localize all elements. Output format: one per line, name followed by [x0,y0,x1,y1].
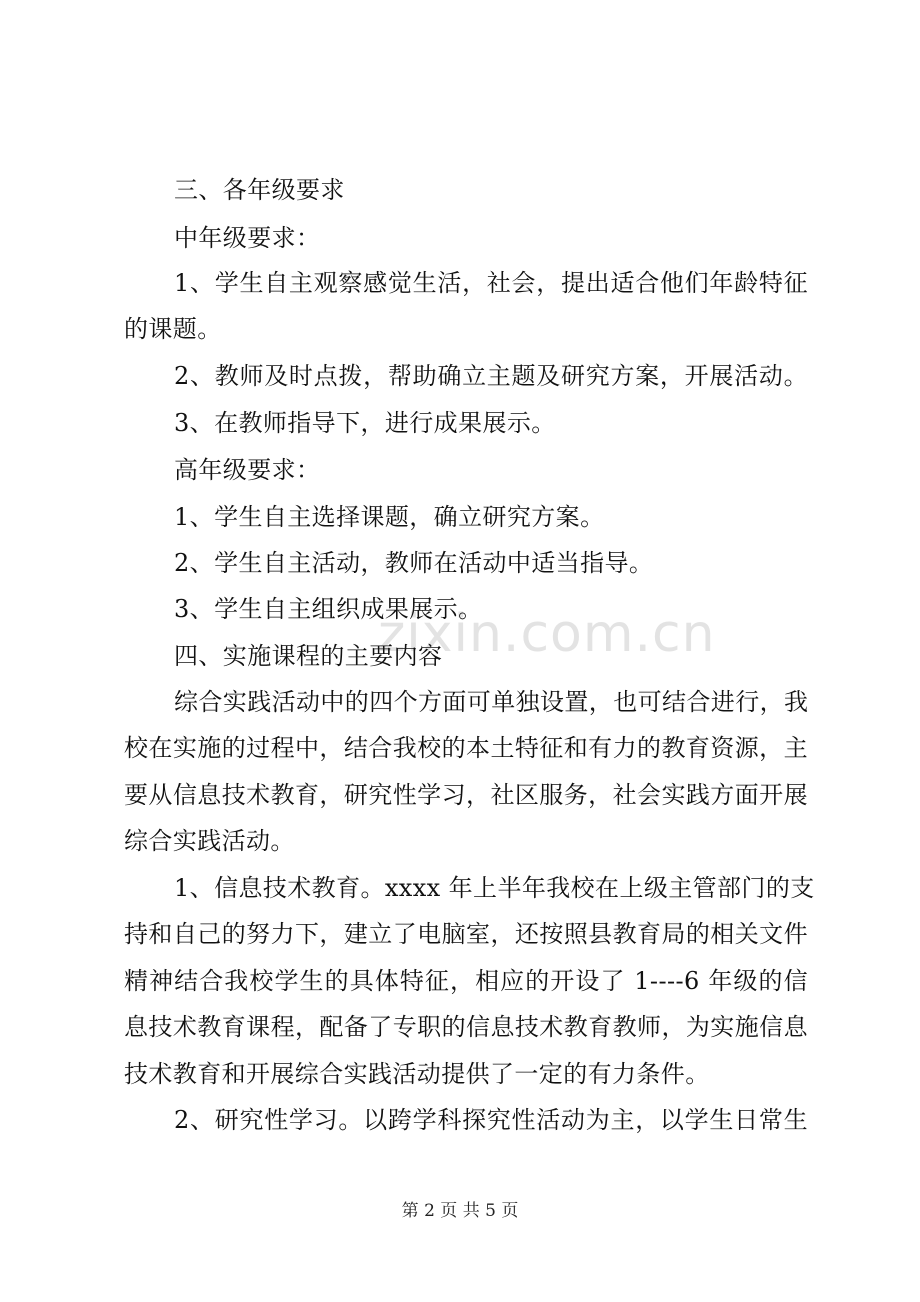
text-line: 2、教师及时点拨，帮助确立主题及研究方案，开展活动。 [174,362,808,390]
text-line: 精神结合我校学生的具体特征，相应的开设了 1----6 年级的信 [124,967,808,995]
text-line: 技术教育和开展综合实践活动提供了一定的有力条件。 [124,1060,710,1088]
section-heading-4: 四、实施课程的主要内容 [174,642,443,670]
watermark: zixin.com.cn [378,604,716,664]
text-line: 1、学生自主选择课题，确立研究方案。 [174,503,605,531]
text-line: 2、学生自主活动，教师在活动中适当指导。 [174,549,654,577]
text-line: 1、信息技术教育。xxxx 年上半年我校在上级主管部门的支 [174,874,815,902]
text-line: 息技术教育课程，配备了专职的信息技术教育教师，为实施信息 [124,1013,808,1041]
subheading-high-grade: 高年级要求： [174,456,321,484]
text-line: 综合实践活动中的四个方面可单独设置，也可结合进行，我 [174,688,809,716]
text-line: 3、在教师指导下，进行成果展示。 [174,409,556,437]
text-line: 持和自己的努力下，建立了电脑室，还按照县教育局的相关文件 [124,920,808,948]
text-line: 校在实施的过程中，结合我校的本土特征和有力的教育资源，主 [124,734,808,762]
text-line: 2、研究性学习。以跨学科探究性活动为主，以学生日常生 [174,1106,808,1134]
page-footer: 第 2 页 共 5 页 [401,1201,519,1221]
text-line: 要从信息技术教育，研究性学习，社区服务，社会实践方面开展 [124,781,808,809]
text-line: 3、学生自主组织成果展示。 [174,595,483,623]
section-heading-3: 三、各年级要求 [174,176,345,204]
subheading-middle-grade: 中年级要求： [174,224,321,252]
text-line: 1、学生自主观察感觉生活，社会，提出适合他们年龄特征 [174,269,808,297]
text-line: 综合实践活动。 [124,827,295,855]
text-line: 的课题。 [124,315,222,343]
